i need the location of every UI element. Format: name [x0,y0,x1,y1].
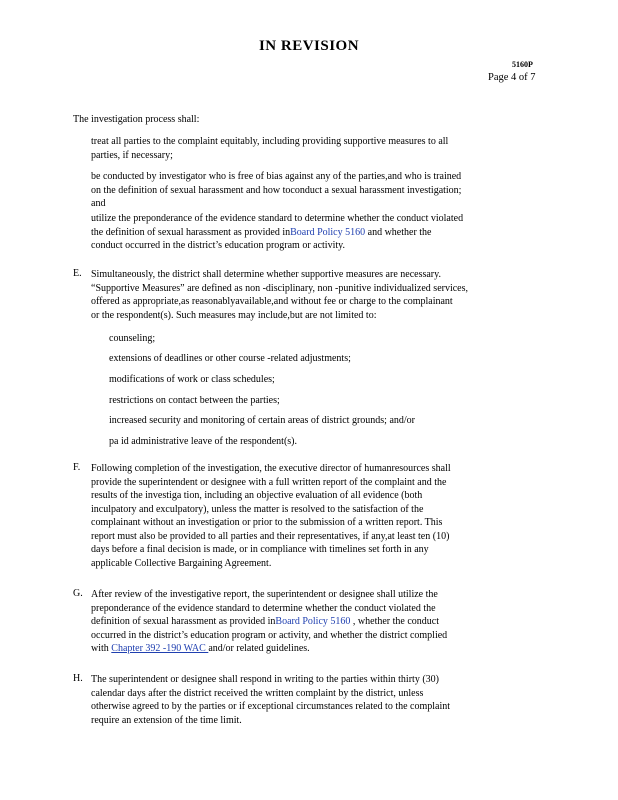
text-line: results of the investiga tion, including an objective evaluation of all evidence (both [91,490,423,501]
measure-item: modifications of work or class schedules; [109,374,275,385]
text-line: “Supportive Measures” are defined as non -disciplinary, non -punitive individualized services, [91,282,469,294]
section-e-body [91,268,531,322]
text-fragment: with [91,643,112,654]
section-f-body [91,462,531,570]
text-line: preponderance of the evidence standard to determine whether the conduct violated the [91,602,436,614]
text-line: offered as appropriate,as reasonablyavailable,and without fee or charge to the complainant [91,296,453,307]
board-policy-link[interactable]: Board Policy 5160 [275,616,351,627]
wac-chapter-link[interactable]: Chapter 392 -190 WAC [111,643,209,654]
text-line [91,226,531,240]
text-line: days before a final decision is made, or in compliance with timelines set forth in any [91,544,429,555]
text-line: require an extension of the time limit. [91,714,242,726]
text-line: and [91,198,106,209]
text-line: complainant without an investigation or prior to the submission of a written report. This [91,517,443,528]
measure-item: extensions of deadlines or other course -related adjustments; [109,353,351,364]
text-line: utilize the preponderance of the evidence standard to determine whether the conduct violated [91,213,464,224]
text-line: Following completion of the investigation, the executive director of humanresources shall [91,463,451,474]
text-line: provide the superintendent or designee with a full written report of the complaint and the [91,476,447,488]
measure-item: restrictions on contact between the parties; [109,395,280,406]
text-line [91,642,531,656]
text-line: calendar days after the district received the written complaint by the district, unless [91,687,424,699]
page-number: Page 4 of 7 [488,72,536,83]
bullet-treat-parties [91,135,531,162]
section-letter: G. [73,588,83,599]
text-line: Simultaneously, the district shall determine whether supportive measures are necessary. [91,269,441,280]
text-line: report must also be provided to all parties and their representatives, if any,at least ten (10) [91,530,450,542]
section-letter: F. [73,462,81,473]
text-line: inculpatory and exculpatory), unless the matter is resolved to the satisfaction of the [91,503,424,515]
intro-text: The investigation process shall: [73,114,200,125]
measure-item: counseling; [109,333,156,344]
text-fragment: the definition of sexual harassment as provided in [91,226,291,238]
text-line: be conducted by investigator who is free of bias against any of the parties,and who is trained [91,171,462,182]
measure-item: increased security and monitoring of certain areas of district grounds; and/or [109,415,416,426]
text-line: treat all parties to the complaint equitably, including providing supportive measures to all [91,136,449,147]
text-line: After review of the investigative report, the superintendent or designee shall utilize the [91,589,438,600]
text-fragment: and whether the [365,226,432,238]
text-line: on the definition of sexual harassment and how toconduct a sexual harassment investigation; [91,184,462,196]
text-line: otherwise agreed to by the parties or if exceptional circumstances related to the complaint [91,701,451,712]
text-line: The superintendent or designee shall respond in writing to the parties within thirty (30) [91,674,439,685]
text-line [91,615,531,629]
section-h-body [91,673,531,727]
text-line: or the respondent(s). Such measures may include,but are not limited to: [91,309,377,321]
policy-code: 5160P [512,60,533,69]
text-line: occurred in the district’s education program or activity, and whether the district complied [91,629,448,641]
bullet-preponderance [91,212,531,253]
text-fragment: definition of sexual harassment as provided in [91,616,276,627]
document-title: IN REVISION [258,38,360,54]
board-policy-link[interactable]: Board Policy 5160 [290,226,366,238]
text-fragment: and/or related guidelines. [208,643,310,654]
text-line: applicable Collective Bargaining Agreement. [91,557,272,569]
measure-item: pa id administrative leave of the respondent(s). [109,436,297,447]
bullet-investigator [91,170,531,211]
text-fragment: , whether the conduct [350,616,439,627]
section-letter: H. [73,673,83,684]
text-line: conduct occurred in the district’s education program or activity. [91,240,345,251]
text-line: parties, if necessary; [91,149,173,161]
section-letter: E. [73,268,82,279]
section-g-body [91,588,531,656]
